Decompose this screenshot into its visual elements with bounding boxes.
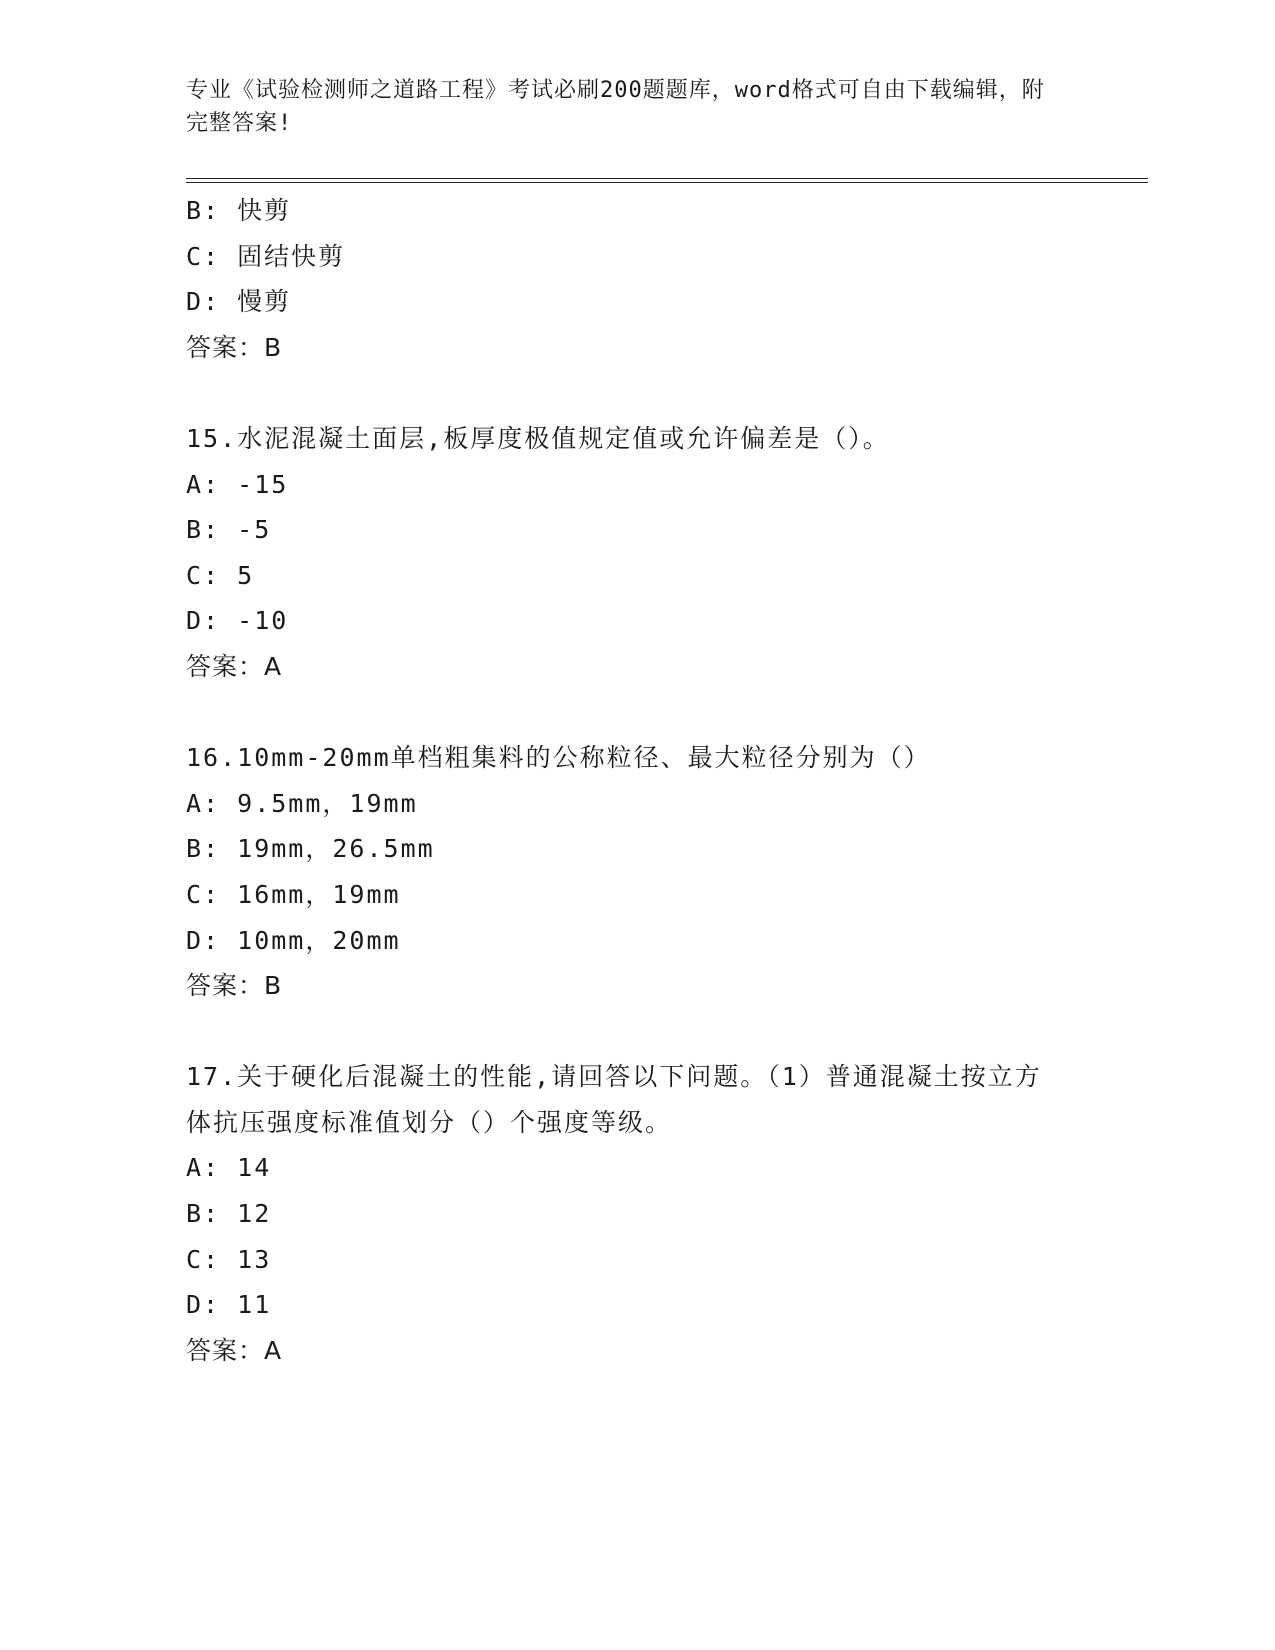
question-16 bbox=[186, 735, 1086, 1009]
spacer bbox=[186, 370, 1086, 416]
header-divider-bottom bbox=[186, 182, 1148, 183]
question-text: 16.10mm-20mm单档粗集料的公称粒径、最大粒径分别为（） bbox=[186, 743, 931, 773]
option-c: C: 16mm，19mm bbox=[186, 879, 401, 909]
option-d: D: 11 bbox=[186, 1290, 272, 1320]
option-d: D: -10 bbox=[186, 606, 289, 636]
question-list bbox=[186, 188, 1086, 1373]
answer-line: 答案：B bbox=[186, 971, 283, 1001]
question-text: 15.水泥混凝土面层,板厚度极值规定值或允许偏差是（）。 bbox=[186, 423, 890, 453]
option-a: A: -15 bbox=[186, 469, 289, 499]
question-17 bbox=[186, 1054, 1086, 1373]
continued-question bbox=[186, 188, 1086, 370]
spacer bbox=[186, 690, 1086, 736]
option-b: B: 快剪 bbox=[186, 196, 292, 225]
spacer bbox=[186, 1009, 1086, 1055]
header-divider-top bbox=[186, 178, 1148, 179]
option-c: C: 13 bbox=[186, 1244, 272, 1274]
option-d: D: 10mm，20mm bbox=[186, 925, 401, 955]
answer-line: 答案：A bbox=[186, 1335, 283, 1365]
option-b: B: 19mm，26.5mm bbox=[186, 834, 435, 864]
answer-line: 答案：B bbox=[186, 332, 283, 362]
option-d: D: 慢剪 bbox=[186, 287, 292, 317]
option-c: C: 固结快剪 bbox=[186, 241, 346, 271]
page-header-title: 专业《试验检测师之道路工程》考试必刷200题题库，word格式可自由下载编辑，附完整答案! bbox=[186, 78, 1045, 136]
answer-line: 答案：A bbox=[186, 651, 283, 681]
question-15 bbox=[186, 416, 1086, 690]
option-b: B: -5 bbox=[186, 515, 272, 545]
option-c: C: 5 bbox=[186, 560, 255, 590]
option-b: B: 12 bbox=[186, 1199, 272, 1229]
question-text: 17.关于硬化后混凝土的性能,请回答以下问题。（1）普通混凝土按立方体抗压强度标准值划分（）个强度等级。 bbox=[186, 1062, 1042, 1137]
option-a: A: 14 bbox=[186, 1153, 272, 1183]
option-a: A: 9.5mm，19mm bbox=[186, 788, 418, 818]
